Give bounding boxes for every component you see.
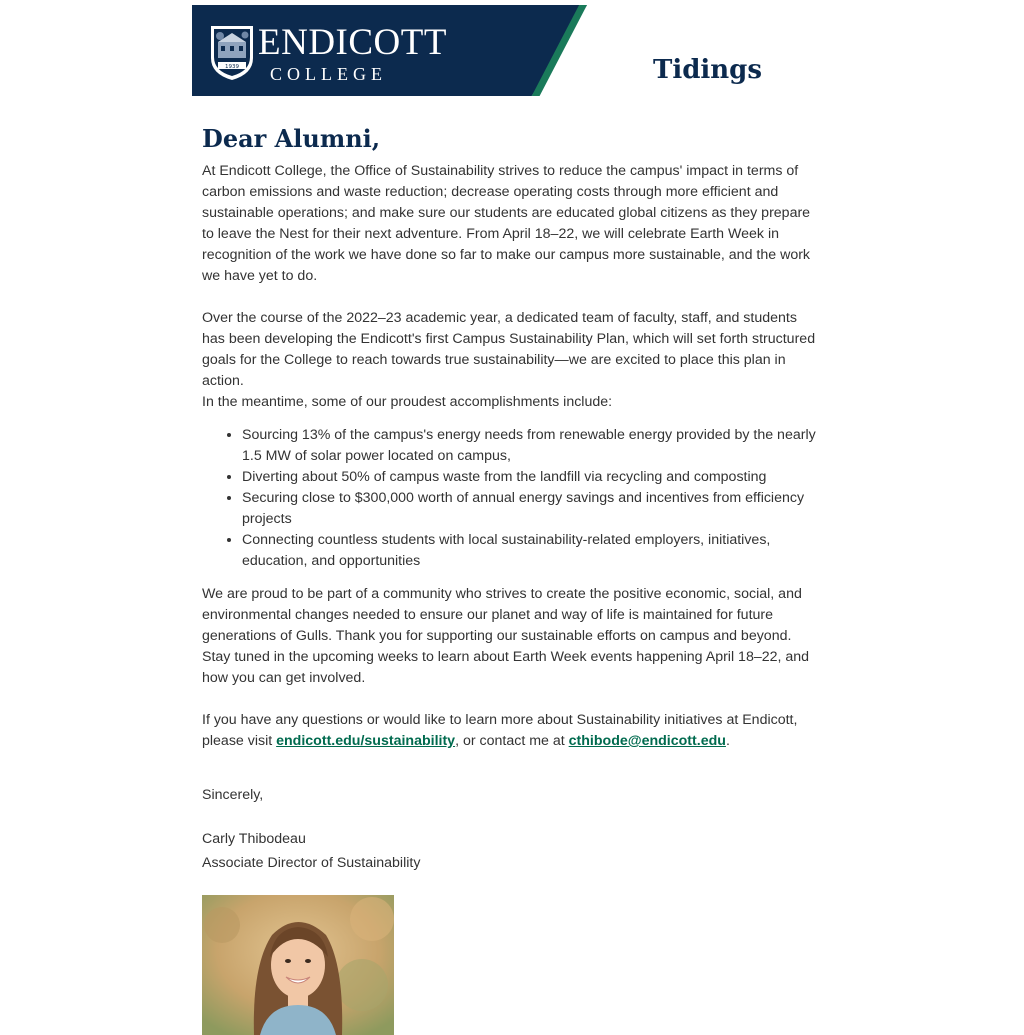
contact-text-suffix: . — [725, 733, 730, 749]
brand-name: ENDICOTT — [258, 22, 447, 63]
author-photo — [202, 895, 394, 1035]
email-header — [192, 5, 832, 101]
paragraph-intro: At Endicott College, the Office of Sustainability strives to reduce the campus' impact in terms of carbon emissions and waste reduction; decrease operating costs through more efficient and sustainable operations; and make sure our students are educated global citizens as they prepare to leave the Nest for their next adventure. From April 18–22, we will celebrate Earth Week in recognition of the work we have done so far to make our campus more sustainable, and the work we have yet to do. — [202, 163, 811, 284]
signoff: Sincerely, — [202, 787, 264, 803]
greeting-heading: Dear Alumni, — [202, 124, 381, 153]
email-container — [192, 5, 832, 1035]
email-contact-link[interactable]: cthibode@endicott.edu — [568, 733, 726, 749]
college-crest-icon — [208, 24, 256, 82]
list-item: • Sourcing 13% of the campus's energy needs from renewable energy provided by the nearly 1.5 MW of solar power located on campus, — [242, 425, 822, 467]
sustainability-website-link[interactable]: endicott.edu/sustainability — [276, 733, 456, 749]
signature-title: Associate Director of Sustainability — [202, 855, 421, 871]
newsletter-title: Tidings — [653, 55, 763, 85]
letter-body — [192, 121, 832, 1035]
paragraph-accomplishments-intro: In the meantime, some of our proudest accomplishments include: — [202, 394, 613, 410]
author-portrait-image — [202, 895, 394, 1035]
contact-text-middle: , or contact me at — [455, 733, 569, 749]
list-item: • Connecting countless students with local sustainability-related employers, initiatives, education, and opportunities — [242, 530, 822, 572]
signature-name: Carly Thibodeau — [202, 831, 306, 847]
accomplishments-list — [202, 425, 822, 572]
contact-text-prefix: If you have any questions or would like to learn more about Sustainability initiatives at Endicott, please visit — [202, 712, 798, 749]
paragraph-plan: Over the course of the 2022–23 academic year, a dedicated team of faculty, staff, and students has been developing the Endicott's first Campus Sustainability Plan, which will set forth structured goals for the College to reach towards true sustainability—we are excited to place this plan in action. — [202, 310, 816, 389]
crest-year-text: 1939 — [225, 64, 239, 70]
list-item: • Securing close to $300,000 worth of annual energy savings and incentives from efficiency projects — [242, 488, 822, 530]
paragraph-community: We are proud to be part of a community who strives to create the positive economic, social, and environmental changes needed to ensure our planet and way of life is maintained for future generations of Gulls. Thank you for supporting our sustainable efforts on campus and beyond. Stay tuned in the upcoming weeks to learn about Earth Week events happening April 18–22, and how you can get involved. — [202, 586, 810, 686]
list-item: • Diverting about 50% of campus waste from the landfill via recycling and composting — [242, 467, 822, 488]
paragraph-contact — [202, 710, 822, 752]
brand-subtitle: COLLEGE — [270, 64, 387, 84]
